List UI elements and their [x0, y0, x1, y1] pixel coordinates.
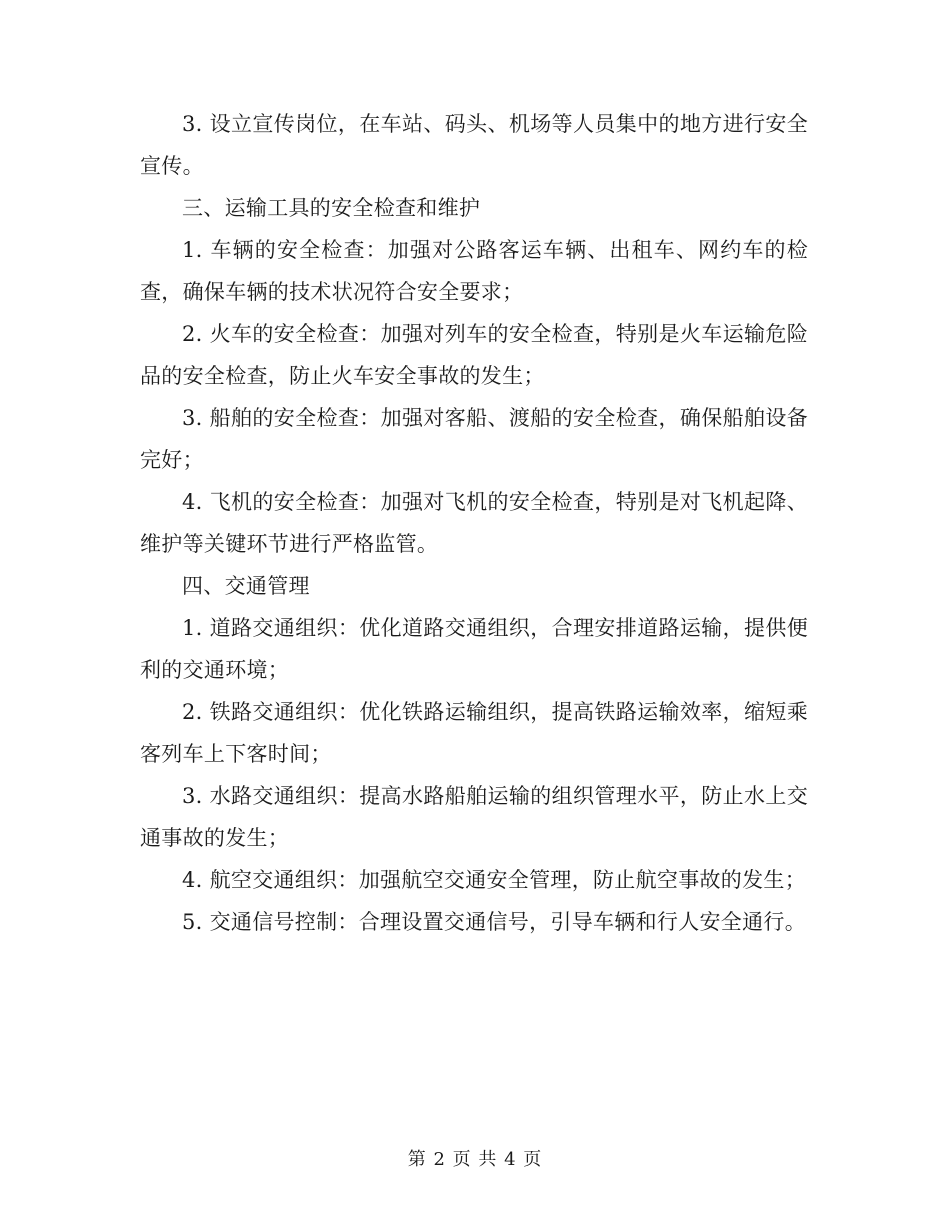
paragraph: 3. 船舶的安全检查：加强对客船、渡船的安全检查，确保船舶设备完好； — [140, 406, 808, 472]
section-heading: 三、运输工具的安全检查和维护 — [182, 196, 481, 220]
paragraph: 5. 交通信号控制：合理设置交通信号，引导车辆和行人安全通行。 — [182, 910, 807, 934]
page-number-footer: 第 2 页 共 4 页 — [407, 1149, 543, 1170]
document-body — [140, 103, 808, 943]
paragraph: 1. 道路交通组织：优化道路交通组织，合理安排道路运输，提供便利的交通环境； — [140, 616, 808, 682]
paragraph: 3. 水路交通组织：提高水路船舶运输的组织管理水平，防止水上交通事故的发生； — [140, 784, 808, 850]
section-heading: 四、交通管理 — [182, 574, 310, 598]
paragraph: 3. 设立宣传岗位，在车站、码头、机场等人员集中的地方进行安全宣传。 — [140, 112, 808, 178]
paragraph: 4. 航空交通组织：加强航空交通安全管理，防止航空事故的发生； — [182, 868, 807, 892]
paragraph: 2. 铁路交通组织：优化铁路运输组织，提高铁路运输效率，缩短乘客列车上下客时间； — [140, 700, 808, 766]
paragraph: 2. 火车的安全检查：加强对列车的安全检查，特别是火车运输危险品的安全检查，防止火车安全事故的发生； — [140, 322, 808, 388]
paragraph: 1. 车辆的安全检查：加强对公路客运车辆、出租车、网约车的检查，确保车辆的技术状况符合安全要求； — [140, 238, 808, 304]
paragraph: 4. 飞机的安全检查：加强对飞机的安全检查，特别是对飞机起降、维护等关键环节进行严格监管。 — [140, 490, 808, 556]
